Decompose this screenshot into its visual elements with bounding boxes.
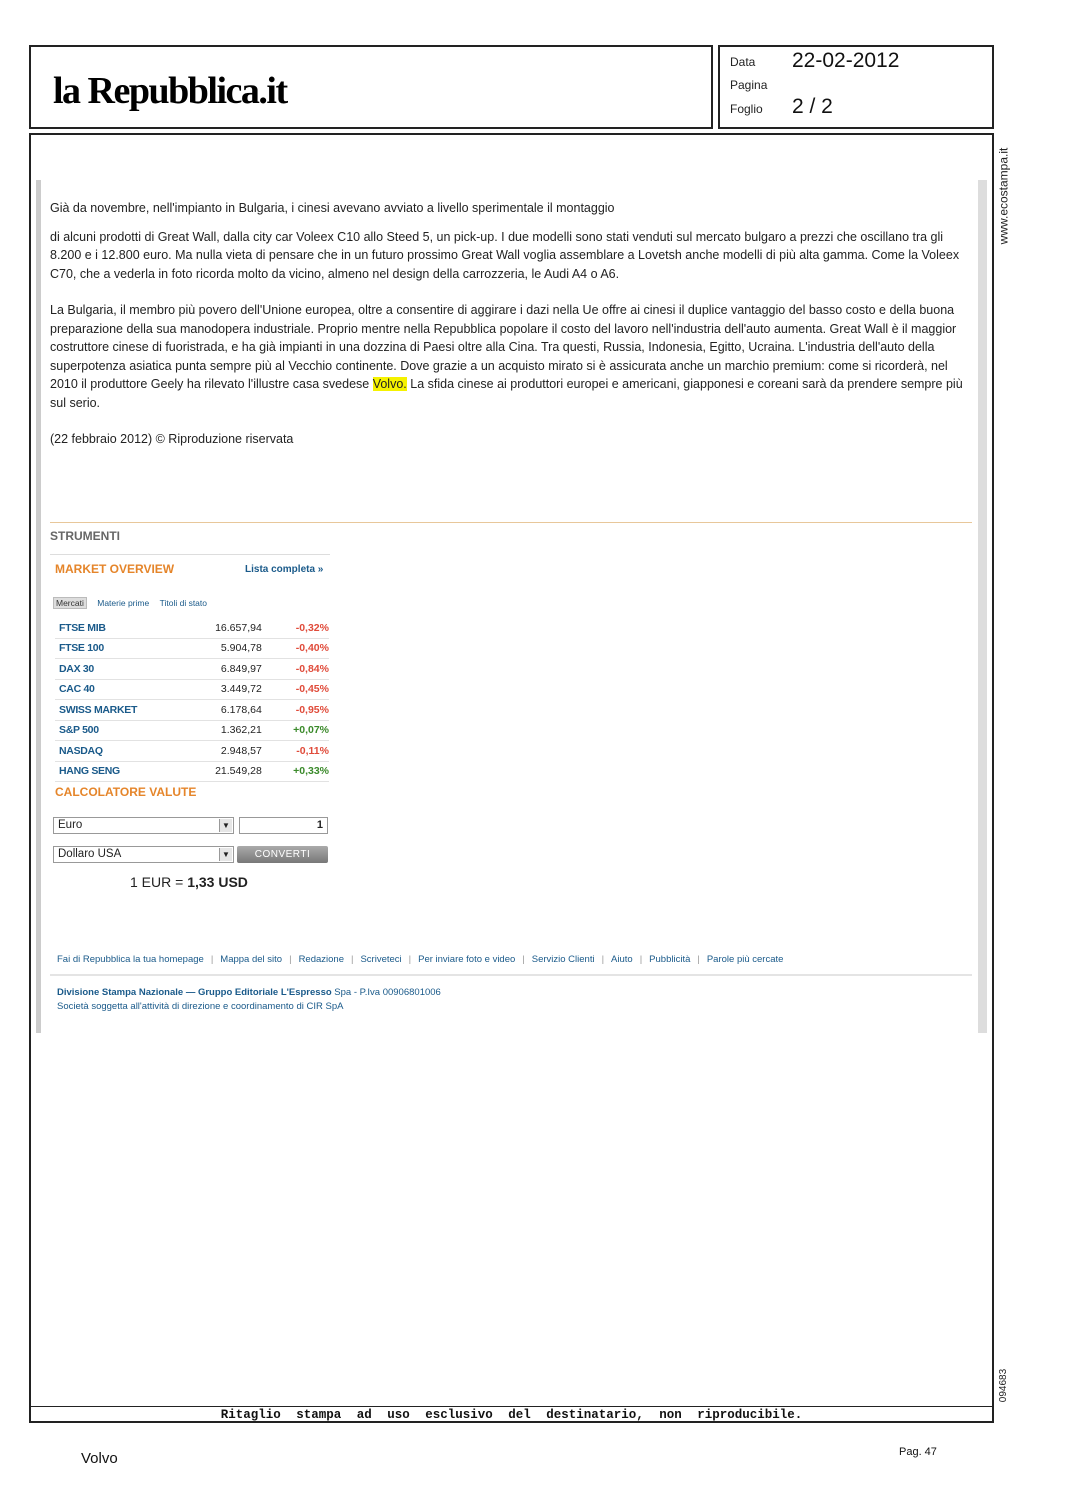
footer-link[interactable]: Scriveteci (360, 954, 402, 965)
tools-divider (50, 554, 330, 555)
chevron-down-icon[interactable]: ▼ (219, 848, 232, 861)
index-name-link[interactable]: NASDAQ (55, 741, 181, 762)
from-currency-select[interactable]: Euro ▼ (53, 817, 234, 834)
index-value: 2.948,57 (181, 741, 268, 762)
convert-button[interactable]: CONVERTI (237, 846, 328, 863)
meta-box (718, 45, 994, 129)
market-row (55, 720, 329, 741)
topic-tag: Volvo (81, 1450, 118, 1467)
tab-materie-prime[interactable]: Materie prime (97, 598, 150, 608)
page-number: Pag. 47 (899, 1446, 937, 1458)
link-separator: | (408, 954, 412, 965)
full-list-link[interactable]: Lista completa » (245, 564, 324, 575)
link-separator: | (639, 954, 643, 965)
document-code: 094683 (998, 1368, 1010, 1403)
index-change: +0,07% (268, 720, 329, 741)
market-row (55, 741, 329, 762)
index-value: 6.178,64 (181, 700, 268, 721)
footer-divider (50, 974, 972, 976)
to-currency-select[interactable]: Dollaro USA ▼ (53, 846, 234, 863)
index-value: 5.904,78 (181, 638, 268, 659)
chevron-down-icon[interactable]: ▼ (219, 819, 232, 832)
market-row (55, 700, 329, 721)
index-change: +0,33% (268, 761, 329, 782)
masthead-box (29, 45, 713, 129)
data-label: Data (730, 55, 756, 69)
index-change: -0,45% (268, 679, 329, 700)
tab-mercati[interactable]: Mercati (53, 597, 87, 609)
publisher-info: Divisione Stampa Nazionale — Gruppo Editoriale L'Espresso Spa - P.Iva 00906801006 (57, 987, 441, 998)
footer-link[interactable]: Servizio Clienti (531, 954, 595, 965)
footer-link[interactable]: Fai di Repubblica la tua homepage (57, 954, 204, 965)
market-row (55, 659, 329, 680)
link-separator: | (522, 954, 525, 965)
index-name-link[interactable]: DAX 30 (55, 659, 181, 680)
highlighted-keyword: Volvo. (372, 377, 407, 391)
market-overview-heading: MARKET OVERVIEW (55, 562, 175, 576)
index-name-link[interactable]: CAC 40 (55, 679, 181, 700)
index-change: -0,95% (268, 700, 329, 721)
index-name-link[interactable]: FTSE 100 (55, 638, 181, 659)
footer-link[interactable]: Aiuto (611, 954, 633, 965)
market-row (55, 638, 329, 659)
index-change: -0,84% (268, 659, 329, 680)
section-divider (50, 522, 972, 523)
link-separator: | (601, 954, 605, 965)
index-name-link[interactable]: SWISS MARKET (55, 700, 181, 721)
index-value: 3.449,72 (181, 679, 268, 700)
index-value: 21.549,28 (181, 761, 268, 782)
publisher-note: Società soggetta all'attività di direzione e coordinamento di CIR SpA (57, 1001, 344, 1012)
index-name-link[interactable]: FTSE MIB (55, 618, 181, 638)
copyright-line: (22 febbraio 2012) © Riproduzione riservata (50, 432, 294, 446)
footer-link[interactable]: Per inviare foto e video (418, 954, 516, 965)
article-paragraph: La Bulgaria, il membro più povero dell'Unione europea, oltre a consentire di aggirare i dazi nella Ue offre ai cinesi il duplice vantaggio del basso costo e della buona preparazione della sua manodopera industriale. Proprio mentre nella Repubblica popolare il costo del lavoro nell'industria dell'auto aumenta. Great Wall è il maggior costruttore cinese di fuoristrada, e ha già impianti in una dozzina di Paesi oltre alla Cina. Tra questi, Russia, Indonesia, Egitto, Ucraina. L'industria dell'auto della superpotenza asiatica punta sempre più al Vecchio continente. Dove grazie a un acquisto mirato si è assicurata anche un marchio premium: come si ricorderà, nel 2010 il produttore Geely ha rilevato l'illustre casa svedese Volvo. La sfida cinese ai produttori europei e americani, giapponesi e coreani sarà da prendere sempre più sul serio. (50, 303, 963, 410)
tab-titoli-di-stato[interactable]: Titoli di stato (159, 598, 207, 608)
footer-links (57, 954, 783, 965)
link-separator: | (289, 954, 292, 965)
footer-link[interactable]: Pubblicità (649, 954, 691, 965)
index-change: -0,40% (268, 638, 329, 659)
market-tabs (53, 597, 215, 609)
data-value: 22-02-2012 (792, 49, 900, 72)
scrollbar (978, 180, 987, 1033)
foglio-value: 2 / 2 (792, 95, 833, 118)
index-value: 6.849,97 (181, 659, 268, 680)
market-row (55, 679, 329, 700)
tools-heading: STRUMENTI (50, 529, 120, 543)
left-shadow-bar (36, 180, 41, 1033)
link-separator: | (210, 954, 214, 965)
article-paragraph: di alcuni prodotti di Great Wall, dalla city car Voleex C10 allo Steed 5, un pick-up. I due modelli sono stati venduti sul mercato bulgaro a prezzi che oscillano tra gli 8.200 e i 12.800 euro. Ma nulla vieta di pensare che in un futuro prossimo Great Wall voglia assemblare a Lovetsh anche modelli di più alta gamma. Come la Voleex C70, che a vederla in foto ricorda molto da vicino, almeno nel design della carrozzeria, le Audi A4 o A6. (50, 229, 960, 281)
index-value: 1.362,21 (181, 720, 268, 741)
pagina-label: Pagina (730, 78, 768, 92)
index-change: -0,11% (268, 741, 329, 762)
footer-link[interactable]: Mappa del sito (220, 954, 283, 965)
market-row (55, 618, 329, 638)
link-separator: | (697, 954, 700, 965)
index-value: 16.657,94 (181, 618, 268, 638)
currency-calculator-heading: CALCOLATORE VALUTE (55, 785, 197, 799)
index-change: -0,32% (268, 618, 329, 638)
foglio-label: Foglio (730, 102, 763, 116)
link-separator: | (350, 954, 354, 965)
footer-link[interactable]: Redazione (298, 954, 344, 965)
article-paragraph: Già da novembre, nell'impianto in Bulgaria, i cinesi avevano avviato a livello sperimentale il montaggio (50, 201, 615, 215)
market-row (55, 761, 329, 782)
ecostampa-url: www.ecostampa.it (996, 147, 1011, 245)
conversion-result: 1 EUR = 1,33 USD (130, 874, 248, 890)
footer-link[interactable]: Parole più cercate (706, 954, 784, 965)
market-table (55, 618, 329, 782)
index-name-link[interactable]: S&P 500 (55, 720, 181, 741)
article-body (50, 199, 970, 467)
amount-input[interactable]: 1 (239, 817, 328, 834)
repubblica-logo: la Repubblica.it (53, 70, 287, 112)
index-name-link[interactable]: HANG SENG (55, 761, 181, 782)
clipping-disclaimer: Ritaglio stampa ad uso esclusivo del destinatario, non riproducibile. (29, 1406, 994, 1423)
